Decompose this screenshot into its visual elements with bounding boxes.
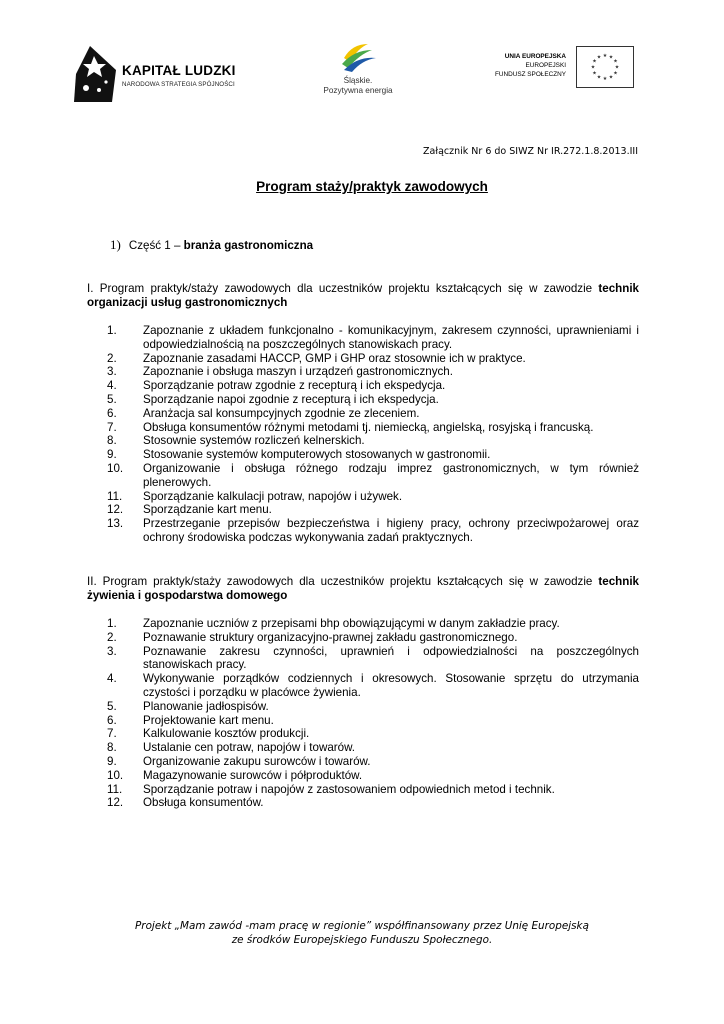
item-number: 4. <box>107 379 117 393</box>
item-text: Przestrzeganie przepisów bezpieczeństwa i higieny pracy, ochrony przeciwpożarowej oraz ochrony środowiska podczas wykonywania zadań praktycznych. <box>143 517 639 544</box>
item-text: Stosowanie systemów komputerowych stosowanych w gastronomii. <box>143 448 491 462</box>
item-number: 1. <box>107 617 117 630</box>
slaskie-waves-icon <box>338 38 378 74</box>
list-item <box>87 490 639 504</box>
item-number: 9. <box>107 754 117 768</box>
part-number: 1) <box>110 237 121 252</box>
item-text: Zapoznanie i obsługa maszyn i urządzeń gastronomicznych. <box>143 365 453 379</box>
item-text: Obsługa konsumentów różnymi metodami tj. niemiecką, angielską, rosyjską i francuską. <box>143 420 594 434</box>
eu-text <box>495 52 566 79</box>
item-text: Aranżacja sal konsumpcyjnych zgodnie ze zleceniem. <box>143 406 420 420</box>
section-1-intro <box>87 282 639 310</box>
eu-line2: EUROPEJSKI <box>525 62 566 69</box>
item-number: 3. <box>107 644 117 658</box>
footer <box>0 919 724 947</box>
item-number: 10. <box>107 461 124 475</box>
list-item <box>87 796 639 810</box>
item-number: 6. <box>107 406 117 420</box>
part-label-bold: branża gastronomiczna <box>183 239 314 252</box>
footer-line-1: Projekt „Mam zawód -mam pracę w regionie” współfinansowany przez Unię Europejską <box>135 920 589 932</box>
part-label: Część 1 – <box>128 239 184 252</box>
item-number: 4. <box>107 672 117 686</box>
item-number: 3. <box>107 365 117 379</box>
item-text: Planowanie jadłospisów. <box>143 699 269 713</box>
item-number: 12. <box>107 796 124 810</box>
item-text: Projektowanie kart menu. <box>143 713 274 727</box>
list-item <box>87 434 639 448</box>
item-number: 8. <box>107 434 117 448</box>
item-text: Sporządzanie potraw i napojów z zastosowaniem odpowiednich metod i technik. <box>143 782 555 796</box>
item-number: 12. <box>107 503 124 517</box>
item-text: Sporządzanie napoi zgodnie z recepturą i ich ekspedycja. <box>143 392 439 406</box>
item-text: Organizowanie i obsługa różnego rodzaju imprez gastronomicznych, w tym również plenerowych. <box>143 461 639 489</box>
part-heading <box>110 237 313 253</box>
svg-text:★: ★ <box>608 54 614 61</box>
item-text: Organizowanie zakupu surowców i towarów. <box>143 754 371 768</box>
svg-text:★: ★ <box>608 74 614 81</box>
kapital-ludzki-logo <box>72 44 252 104</box>
svg-text:★: ★ <box>592 70 597 77</box>
item-number: 6. <box>107 713 117 727</box>
list-item <box>87 503 639 517</box>
list-item <box>87 407 639 421</box>
list-item <box>87 352 639 366</box>
attachment-note: Załącznik Nr 6 do SIWZ Nr IR.272.1.8.2013.III <box>423 146 638 157</box>
list-item <box>87 379 639 393</box>
item-text: Zapoznanie uczniów z przepisami bhp obowiązującymi w danym zakładzie pracy. <box>143 617 560 630</box>
slaskie-tagline: Pozytywna energia <box>323 86 393 95</box>
eu-logo <box>488 46 634 90</box>
svg-text:★: ★ <box>596 74 602 81</box>
list-item <box>87 393 639 407</box>
list-item <box>87 462 639 490</box>
list-item <box>87 517 639 545</box>
eu-line3: FUNDUSZ SPOŁECZNY <box>494 71 566 78</box>
item-text: Kalkulowanie kosztów produkcji. <box>143 727 310 741</box>
item-number: 7. <box>107 420 117 434</box>
footer-line-2: ze środków Europejskiego Funduszu Społecznego. <box>231 934 493 946</box>
page-title: Program staży/praktyk zawodowych <box>256 179 488 194</box>
item-text: Poznawanie struktury organizacyjno-prawnej zakładu gastronomicznego. <box>143 630 518 644</box>
section-2-intro-text: II. Program praktyk/staży zawodowych dla uczestników projektu kształcących się w zawodzie <box>87 575 599 588</box>
item-number: 7. <box>107 727 117 741</box>
svg-text:★: ★ <box>613 70 618 77</box>
section-2-intro <box>87 575 639 603</box>
section-1-list <box>87 324 639 545</box>
item-number: 10. <box>107 768 124 782</box>
list-item <box>87 324 639 352</box>
item-text: Magazynowanie surowców i półproduktów. <box>143 768 363 782</box>
list-item <box>87 448 639 462</box>
list-item <box>87 783 639 797</box>
svg-text:★: ★ <box>592 58 597 65</box>
svg-text:★: ★ <box>614 64 620 71</box>
item-number: 1. <box>107 324 117 337</box>
list-item <box>87 741 639 755</box>
item-number: 9. <box>107 448 117 462</box>
section-1-intro-text: I. Program praktyk/staży zawodowych dla uczestników projektu kształcących się w zawodzie <box>87 282 599 295</box>
list-item <box>87 631 639 645</box>
item-text: Obsługa konsumentów. <box>143 796 264 810</box>
list-item <box>87 769 639 783</box>
svg-text:★: ★ <box>602 53 608 59</box>
item-number: 5. <box>107 392 117 406</box>
item-text: Sporządzanie potraw zgodnie z recepturą i ich ekspedycja. <box>143 379 446 393</box>
svg-text:★: ★ <box>613 58 618 65</box>
section-2-list <box>87 617 639 810</box>
eu-flag-icon <box>576 46 634 88</box>
slaskie-logo <box>322 38 394 100</box>
item-number: 11. <box>107 489 123 503</box>
item-text: Sporządzanie kart menu. <box>143 503 272 517</box>
item-text: Sporządzanie kalkulacji potraw, napojów i używek. <box>143 489 403 503</box>
svg-text:★: ★ <box>602 76 608 82</box>
section-2-intro-bold: technik żywienia i gospodarstwa domowego <box>87 575 639 602</box>
kapital-ludzki-subtitle: NARODOWA STRATEGIA SPÓJNOŚCI <box>122 81 235 88</box>
list-item <box>87 672 639 700</box>
item-text: Stosownie systemów rozliczeń kelnerskich. <box>143 434 365 448</box>
list-item <box>87 700 639 714</box>
slaskie-name: Śląskie. <box>343 76 373 85</box>
item-number: 5. <box>107 699 117 713</box>
item-number: 8. <box>107 741 117 755</box>
list-item <box>87 365 639 379</box>
list-item <box>87 727 639 741</box>
eu-line1: UNIA EUROPEJSKA <box>504 53 566 60</box>
item-text: Ustalanie cen potraw, napojów i towarów. <box>143 741 356 755</box>
item-number: 13. <box>107 517 124 531</box>
list-item <box>87 617 639 631</box>
item-number: 11. <box>107 782 123 796</box>
svg-text:★: ★ <box>596 54 602 61</box>
list-item <box>87 645 639 673</box>
section-1-intro-bold: technik organizacji usług gastronomicznych <box>87 282 639 309</box>
item-text: Zapoznanie z układem funkcjonalno - komunikacyjnym, zakresem czynności, uprawnieniami i odpowiedzialnością na poszczególnych stanowiskach pracy. <box>143 324 639 351</box>
item-number: 2. <box>107 351 117 365</box>
item-text: Zapoznanie zasadami HACCP, GMP i GHP oraz stosownie ich w praktyce. <box>143 351 526 365</box>
list-item <box>87 714 639 728</box>
item-text: Poznawanie zakresu czynności, uprawnień i odpowiedzialności na poszczególnych stanowiskach pracy. <box>143 644 639 672</box>
kapital-ludzki-title: KAPITAŁ LUDZKI <box>122 63 236 78</box>
list-item <box>87 755 639 769</box>
item-number: 2. <box>107 630 117 644</box>
list-item <box>87 421 639 435</box>
item-text: Wykonywanie porządków codziennych i okresowych. Stosowanie sprzętu do utrzymania czystości i porządku w placówce żywienia. <box>143 672 639 699</box>
svg-text:★: ★ <box>590 64 596 71</box>
kapital-ludzki-emblem-icon <box>72 44 118 104</box>
